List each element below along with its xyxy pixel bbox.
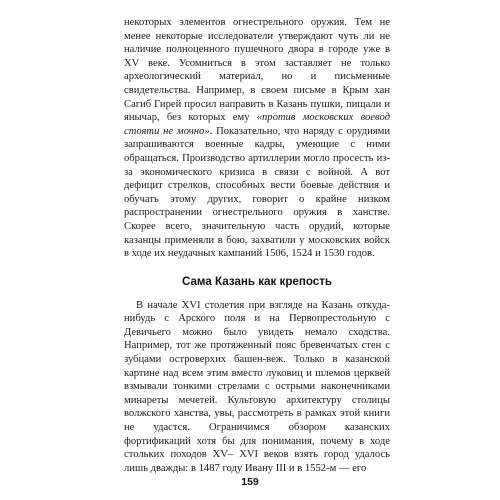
paragraph-text-before-quote: некоторых элементов огнестрельного оружия. Тем не менее некоторые исследователи утверждают чуть ли не наличие полноценного пушечного двора в городе уже в XV веке. Усомниться в этом заставляет не только археологический материал, но и письменные свидетельства. Например, в своем письме в Крым хан Сагиб Гирей просил направить в Казань пушки, пищали и янычар, без которых ему (124, 17, 390, 124)
section-heading: Сама Казань как крепость (181, 274, 333, 288)
paragraph-section-intro (124, 299, 390, 476)
quoted-phrase: «против московских воевод стояти не мочно» (124, 112, 391, 137)
paragraph-continued (124, 16, 390, 261)
page-number: 159 (241, 476, 259, 488)
paragraph-section-text: В начале XVI столетия при взгляде на Казань откуда-нибудь с Арского поля и на Первопрестольную с Девичьего можно было увидеть немало сходства. Например, тот же протяженный пояс бревенчатых стен с зубцами островерхих башен-веж. Только в казанской картине над всем этим вместо луковиц и шлемов церквей взмывали тонкими стрелами с острыми наконечниками минареты мечетей. Культовую архитектуру столицы волжского ханства, увы, рассмотреть в рамках этой книги не удастся. Ограничимся обзором казанских фортификаций хотя бы для понимания, почему в ходе стольких походов XV– XVI веков взять город удалось лишь дважды: в 1487 году Ивану III и в 1552-м — его (124, 299, 390, 474)
book-page-body (124, 16, 390, 475)
paragraph-text-after-quote: . Показательно, что наряду с орудиями запрашиваются военные кадры, умеющие с ними обращаться. Производство артиллерии могло просесть из-за экономического кризиса в связи с войной. А вот дефицит стрелков, способных вести боевые действия и обучать этому других, говорит о крайне низком распространении огнестрельного оружия в ханстве. Скорее всего, значительную часть орудий, которые казанцы применяли в бою, захватили у московских войск в ходе их неудачных кампаний 1506, 1524 и 1530 годов. (124, 125, 390, 260)
